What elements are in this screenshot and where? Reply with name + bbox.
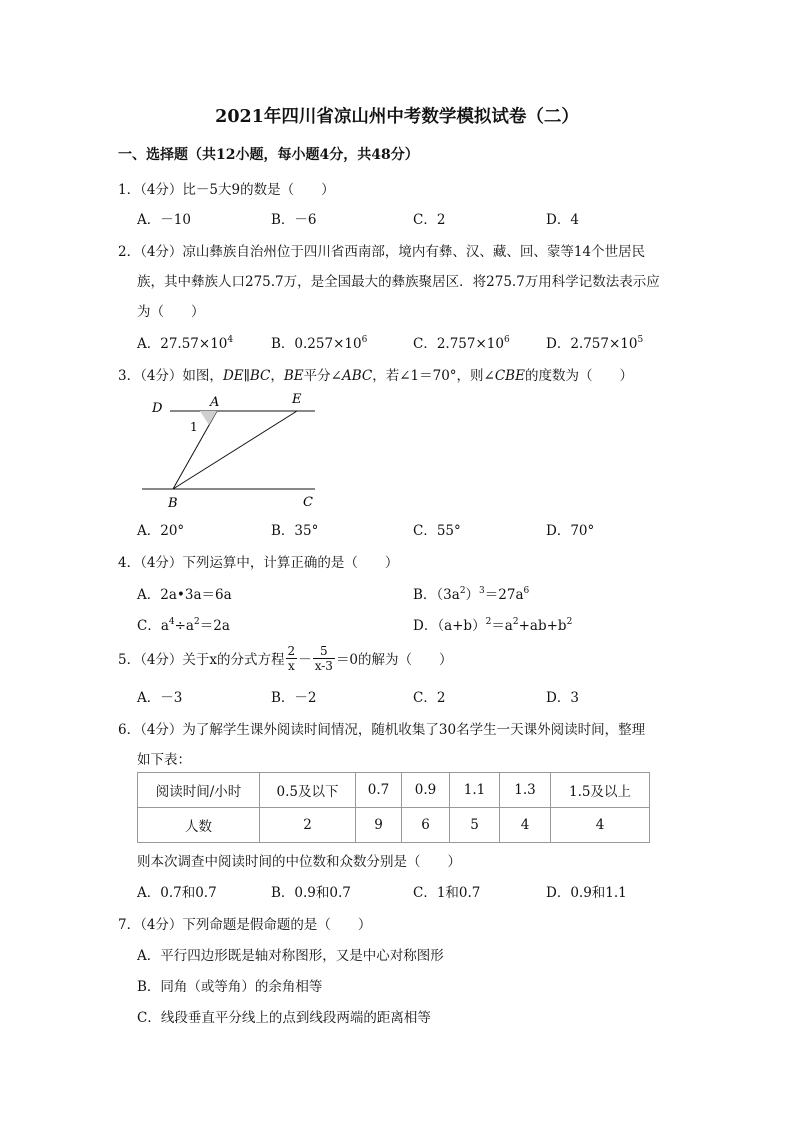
q7-option-a: A．平行四边形既是轴对称图形，又是中心对称图形 [137,948,444,964]
table-cell: 0.7 [356,773,402,808]
table-cell: 1.1 [450,773,500,808]
table-row [138,773,650,808]
q4-option-b: B．$(3a^2)^3=27a^6$ [413,586,530,603]
q1-option-d: D．4 [546,212,579,228]
question-3-stem: 3．（4分）如图，DE∥BC，BE平分∠ABC，若∠1＝70°，则∠CBE的度数为（ ） [118,368,633,384]
section-heading: 一、选择题（共12小题，每小题4分，共48分） [118,147,419,163]
q4-option-d: D．$(a+b)^2=a^2+ab+b^2$ [413,617,573,634]
question-4-stem: 4．（4分）下列运算中，计算正确的是（ ） [118,555,399,571]
q2-option-d: D．$2.757\times 10^5$ [546,335,644,352]
fraction-2-over-x: $\frac{2}{x}$ [287,643,296,673]
table-cell: 阅读时间/小时 [138,773,260,808]
question-7-stem: 7．（4分）下列命题是假命题的是（ ） [118,917,372,933]
table-cell: 1.5及以上 [551,773,650,808]
q7-option-b: B．同角（或等角）的余角相等 [137,979,323,995]
q4-option-c: C．$a^4\div a^2=2a$ [137,617,230,634]
q1-option-b: B．－6 [271,212,317,228]
fraction-5-over-x-3: $\frac{5}{x-3}$ [314,643,333,673]
q1-option-c: C．2 [413,212,446,228]
q5-option-a: A．－3 [137,690,183,706]
question-2-line-3: 为（ ） [137,304,205,320]
q3-option-d: D．70° [546,523,595,539]
q2-option-b: B．$0.257\times 10^6$ [271,335,368,352]
geometry-figure [140,388,330,513]
label-e: E [292,392,302,407]
q6-option-a: A．0.7和0.7 [137,885,217,901]
question-2-line-2: 族，其中彝族人口275.7万，是全国最大的彝族聚居区．将275.7万用科学记数法表示应 [137,274,660,290]
label-c: C [303,495,313,510]
table-cell: 4 [500,808,551,843]
q2-option-c: C．$2.757\times 10^6$ [413,335,510,352]
table-cell: 人数 [138,808,260,843]
q5-option-c: C．2 [413,690,446,706]
table-cell: 0.9 [402,773,450,808]
question-6-after-table: 则本次调查中阅读时间的中位数和众数分别是（ ） [137,854,461,870]
q7-option-c: C．线段垂直平分线上的点到线段两端的距离相等 [137,1010,431,1026]
label-b: B [168,496,178,511]
question-5-stem: 5．（4分）关于x的分式方程 $\frac{2}{x}$ － $\frac{5}{x-3}$ ＝0的解为（ ） [118,643,453,673]
q3-option-b: B．35° [271,523,319,539]
q3-option-a: A．20° [137,523,185,539]
q5-option-b: B．－2 [271,690,317,706]
table-cell: 9 [356,808,402,843]
exam-title: 2021年四川省凉山州中考数学模拟试卷（二） [215,107,579,127]
table-row [138,808,650,843]
q6-option-b: B．0.9和0.7 [271,885,351,901]
q4-option-a: A．2a•3a＝6a [137,587,232,603]
table-cell: 6 [402,808,450,843]
table-cell: 4 [551,808,650,843]
table-cell: 0.5及以下 [260,773,356,808]
q6-option-d: D．0.9和1.1 [546,885,627,901]
label-d: D [152,401,163,416]
question-6-line-2: 如下表： [137,752,191,768]
question-6-line-1: 6．（4分）为了解学生课外阅读时间情况，随机收集了30名学生一天课外阅读时间，整理 [118,722,646,738]
q3-option-c: C．55° [413,523,461,539]
question-2-line-1: 2．（4分）凉山彝族自治州位于四川省西南部，境内有彝、汉、藏、回、蒙等14个世居民 [118,244,646,260]
q5-option-d: D．3 [546,690,579,706]
q1-option-a: A．－10 [137,212,191,228]
table-cell: 5 [450,808,500,843]
angle-1-mark [200,411,217,425]
label-a: A [210,395,220,410]
question-1-stem: 1．（4分）比－5大9的数是（ ） [118,182,335,198]
q6-option-c: C．1和0.7 [413,885,481,901]
label-angle-1: 1 [190,420,198,434]
q2-option-a: A．$27.57\times 10^4$ [137,335,234,352]
table-cell: 1.3 [500,773,551,808]
reading-time-table [137,772,650,843]
table-cell: 2 [260,808,356,843]
